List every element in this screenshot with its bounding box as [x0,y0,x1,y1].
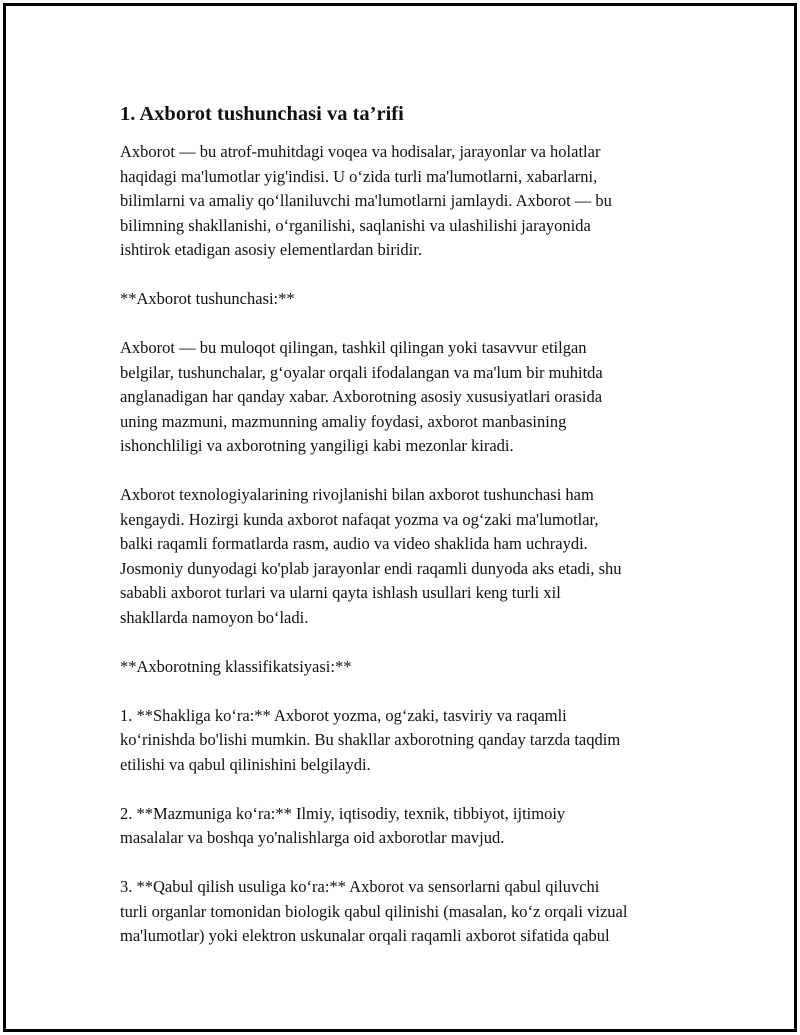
text-line: masalalar va boshqa yo'nalishlarga oid axborotlar mavjud. [120,828,505,847]
list-item-content [120,802,710,851]
text-line: **Axborot tushunchasi:** [120,289,295,308]
text-line: Axborot — bu atrof-muhitdagi voqea va hodisalar, jarayonlar va holatlar [120,142,601,161]
subheading-classification [120,655,710,680]
paragraph-technology [120,483,710,630]
text-line: shakllarda namoyon boʻladi. [120,607,309,627]
text-line: 2. **Mazmuniga koʻra:** Ilmiy, iqtisodiy, texnik, tibbiyot, ijtimoiy [120,803,566,823]
text-line: anglanadigan har qanday xabar. Axborotning asosiy xususiyatlari orasida [120,387,603,406]
paragraph-definition [120,336,710,459]
text-line: 3. **Qabul qilish usuliga koʻra:** Axborot va sensorlarni qabul qiluvchi [120,877,600,896]
text-line: belgilar, tushunchalar, gʻoyalar orqali ifodalangan va ma'lum bir muhitda [120,362,603,382]
text-line: kengaydi. Hozirgi kunda axborot nafaqat yozma va ogʻzaki ma'lumotlar, [120,509,599,529]
list-item-form [120,704,710,778]
list-item-reception [120,875,710,949]
text-line: haqidagi ma'lumotlar yig'indisi. U oʻzida turli ma'lumotlarni, xabarlarni, [120,166,598,186]
paragraph-intro [120,140,710,263]
text-line: bilimlarni va amaliy qoʻllaniluvchi ma'lumotlarni jamlaydi. Axborot — bu [120,191,612,210]
text-line: bilimning shakllanishi, oʻrganilishi, saqlanishi va ulashilishi jarayonida [120,215,591,235]
text-line: Axborot texnologiyalarining rivojlanishi bilan axborot tushunchasi ham [120,485,594,504]
subheading-concept [120,287,710,312]
text-line: sababli axborot turlari va ularni qayta ishlash usullari keng turli xil [120,583,561,602]
text-line: koʻrinishda bo'lishi mumkin. Bu shakllar axborotning qanday tarzda taqdim [120,730,621,749]
section-title: 1. Axborot tushunchasi va ta’rifi [120,103,404,125]
text-line: Josmoniy dunyodagi ko'plab jarayonlar endi raqamli dunyoda aks etadi, shu [120,558,622,578]
text-line: Axborot — bu muloqot qilingan, tashkil qilingan yoki tasavvur etilgan [120,338,587,357]
text-line: balki raqamli formatlarda rasm, audio va video shaklida ham uchraydi. [120,534,588,553]
text-line: etilishi va qabul qilinishini belgilaydi. [120,754,371,774]
text-line: **Axborotning klassifikatsiyasi:** [120,656,352,676]
document-body [120,100,710,973]
text-line: ma'lumotlar) yoki elektron uskunalar orqali raqamli axborot sifatida qabul [120,926,610,945]
page-frame [3,3,797,1032]
text-line: ishtirok etadigan asosiy elementlardan biridir. [120,240,422,259]
text-line: 1. **Shakliga koʻra:** Axborot yozma, ogʻzaki, tasviriy va raqamli [120,705,567,725]
text-line: uning mazmuni, mazmunning amaliy foydasi, axborot manbasining [120,411,567,431]
text-line: ishonchliligi va axborotning yangiligi kabi mezonlar kiradi. [120,436,514,455]
text-line: turli organlar tomonidan biologik qabul qilinishi (masalan, koʻz orqali vizual [120,901,628,921]
